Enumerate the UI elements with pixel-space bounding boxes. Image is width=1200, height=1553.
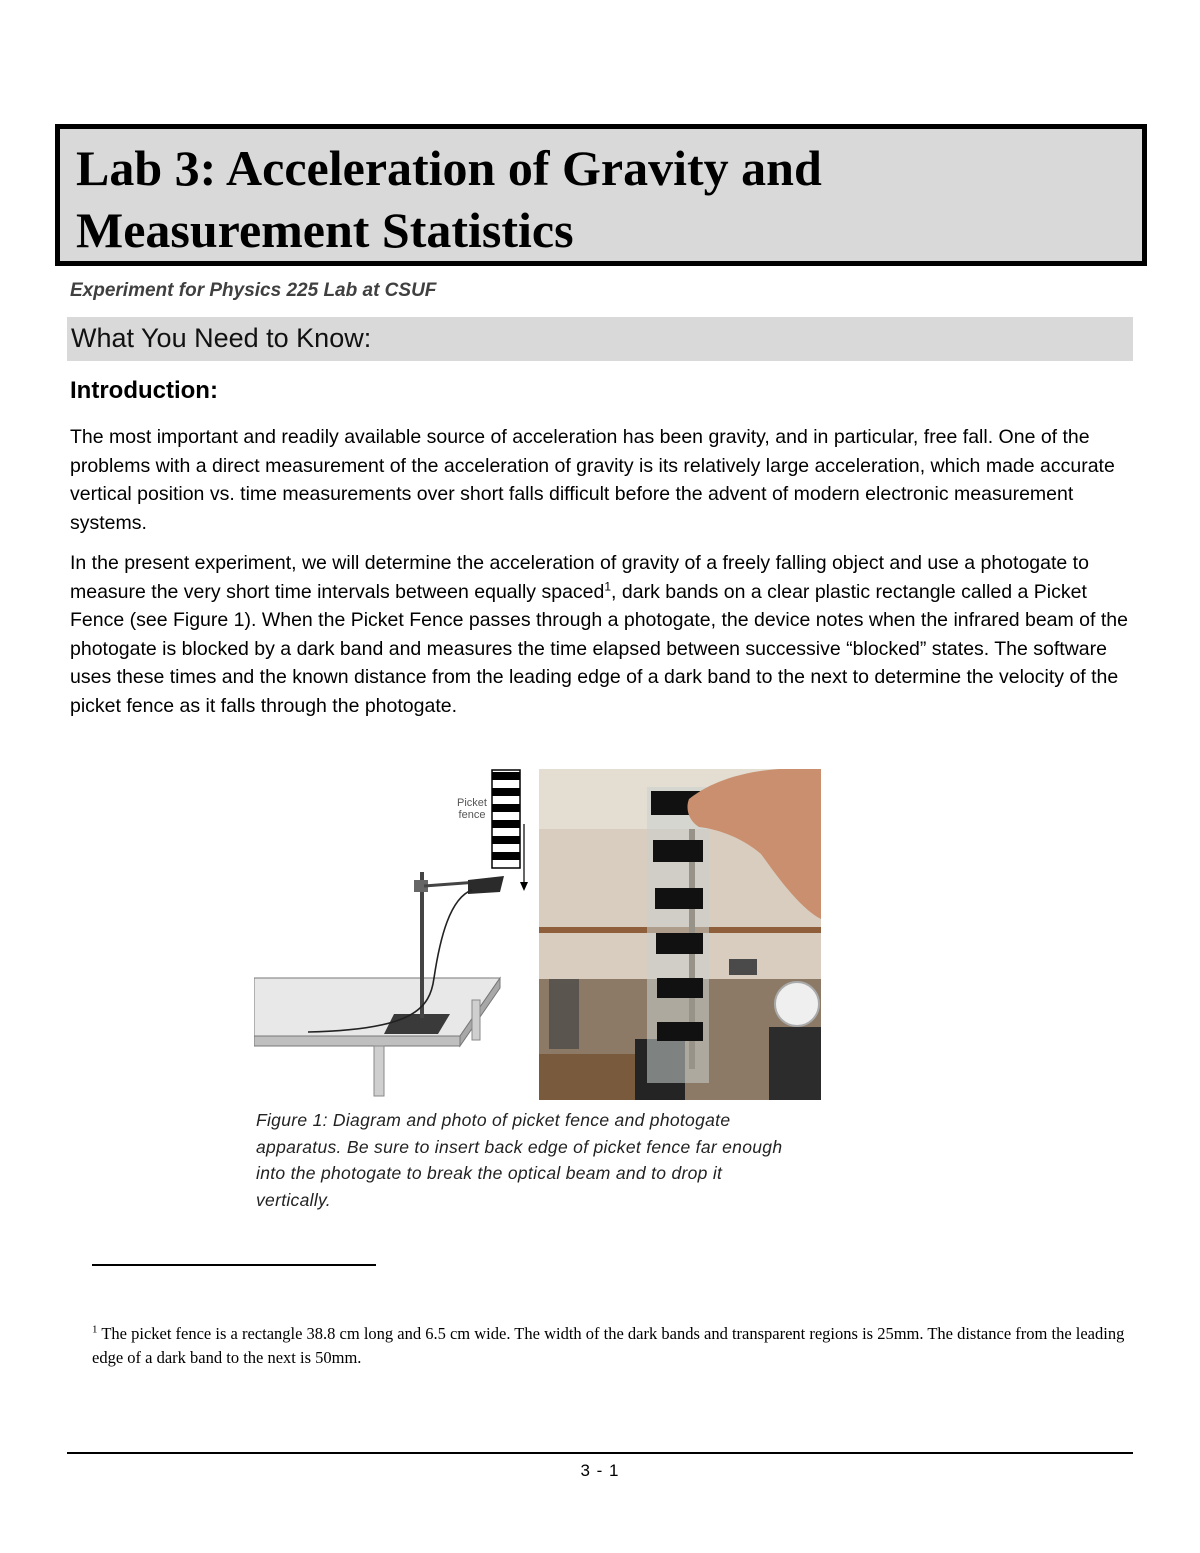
stand-rod — [420, 872, 424, 1018]
title-line-1: Lab 3: Acceleration of Gravity and — [76, 140, 822, 196]
apparatus-diagram — [254, 768, 534, 1100]
footnote-ref[interactable]: 1 — [604, 579, 612, 594]
paragraph-2-text-a: In the present experiment, we will determine the acceleration of gravity of a freely falling object and use a photogate to measure the very short time intervals between equally spaced — [70, 552, 1089, 603]
table-drawing — [254, 978, 500, 1096]
diagram-label-line-2: fence — [458, 809, 486, 821]
diagram-label-line-1: Picket — [457, 797, 487, 809]
title-line-2: Measurement Statistics — [76, 202, 574, 258]
footnote-marker: 1 — [92, 1323, 98, 1336]
picket-fence-photo — [539, 769, 821, 1100]
title-box — [55, 124, 1147, 266]
page-number: 3 - 1 — [580, 1461, 620, 1480]
section-band — [67, 317, 1133, 361]
footnote-separator — [92, 1264, 376, 1266]
photogate-drawing — [468, 876, 504, 894]
footnote-text: The picket fence is a rectangle 38.8 cm long and 6.5 cm wide. The width of the dark bands and transparent regions is 25mm. The distance from the leading edge of a dark band to the next is 50mm. — [92, 1324, 1125, 1367]
intro-paragraph-2 — [70, 549, 1135, 721]
figure-caption: Figure 1: Diagram and photo of picket fence and photogate apparatus. Be sure to insert back edge of picket fence far enough into the photogate to break the optical beam and to drop it vertically. — [256, 1110, 783, 1210]
picket-fence-drawing — [492, 770, 520, 868]
fall-arrow — [520, 824, 528, 891]
footer-rule — [67, 1452, 1133, 1454]
paragraph-2-text-b: , dark bands on a clear plastic rectangle called a Picket Fence (see Figure 1). When the Picket Fence passes through a photogate, the device notes when the infrared beam of the photogate is blocked by a dark band and measures the time elapsed between successive “blocked” states. The software uses these times and the known distance from the leading edge of a dark band to the next to determine the velocity of the picket fence as it falls through the photogate. — [70, 580, 1128, 717]
subtitle: Experiment for Physics 225 Lab at CSUF — [70, 280, 437, 301]
page-title — [76, 137, 822, 261]
section-heading: What You Need to Know: — [71, 323, 372, 353]
intro-heading: Introduction: — [70, 377, 218, 404]
footnote — [92, 1322, 1137, 1370]
intro-paragraph-1: The most important and readily available source of acceleration has been gravity, and in particular, free fall. One of the problems with a direct measurement of the acceleration of gravity is its relatively large acceleration, which made accurate vertical position vs. time measurements over short falls difficult before the advent of modern electronic measurement systems. — [70, 426, 1115, 534]
